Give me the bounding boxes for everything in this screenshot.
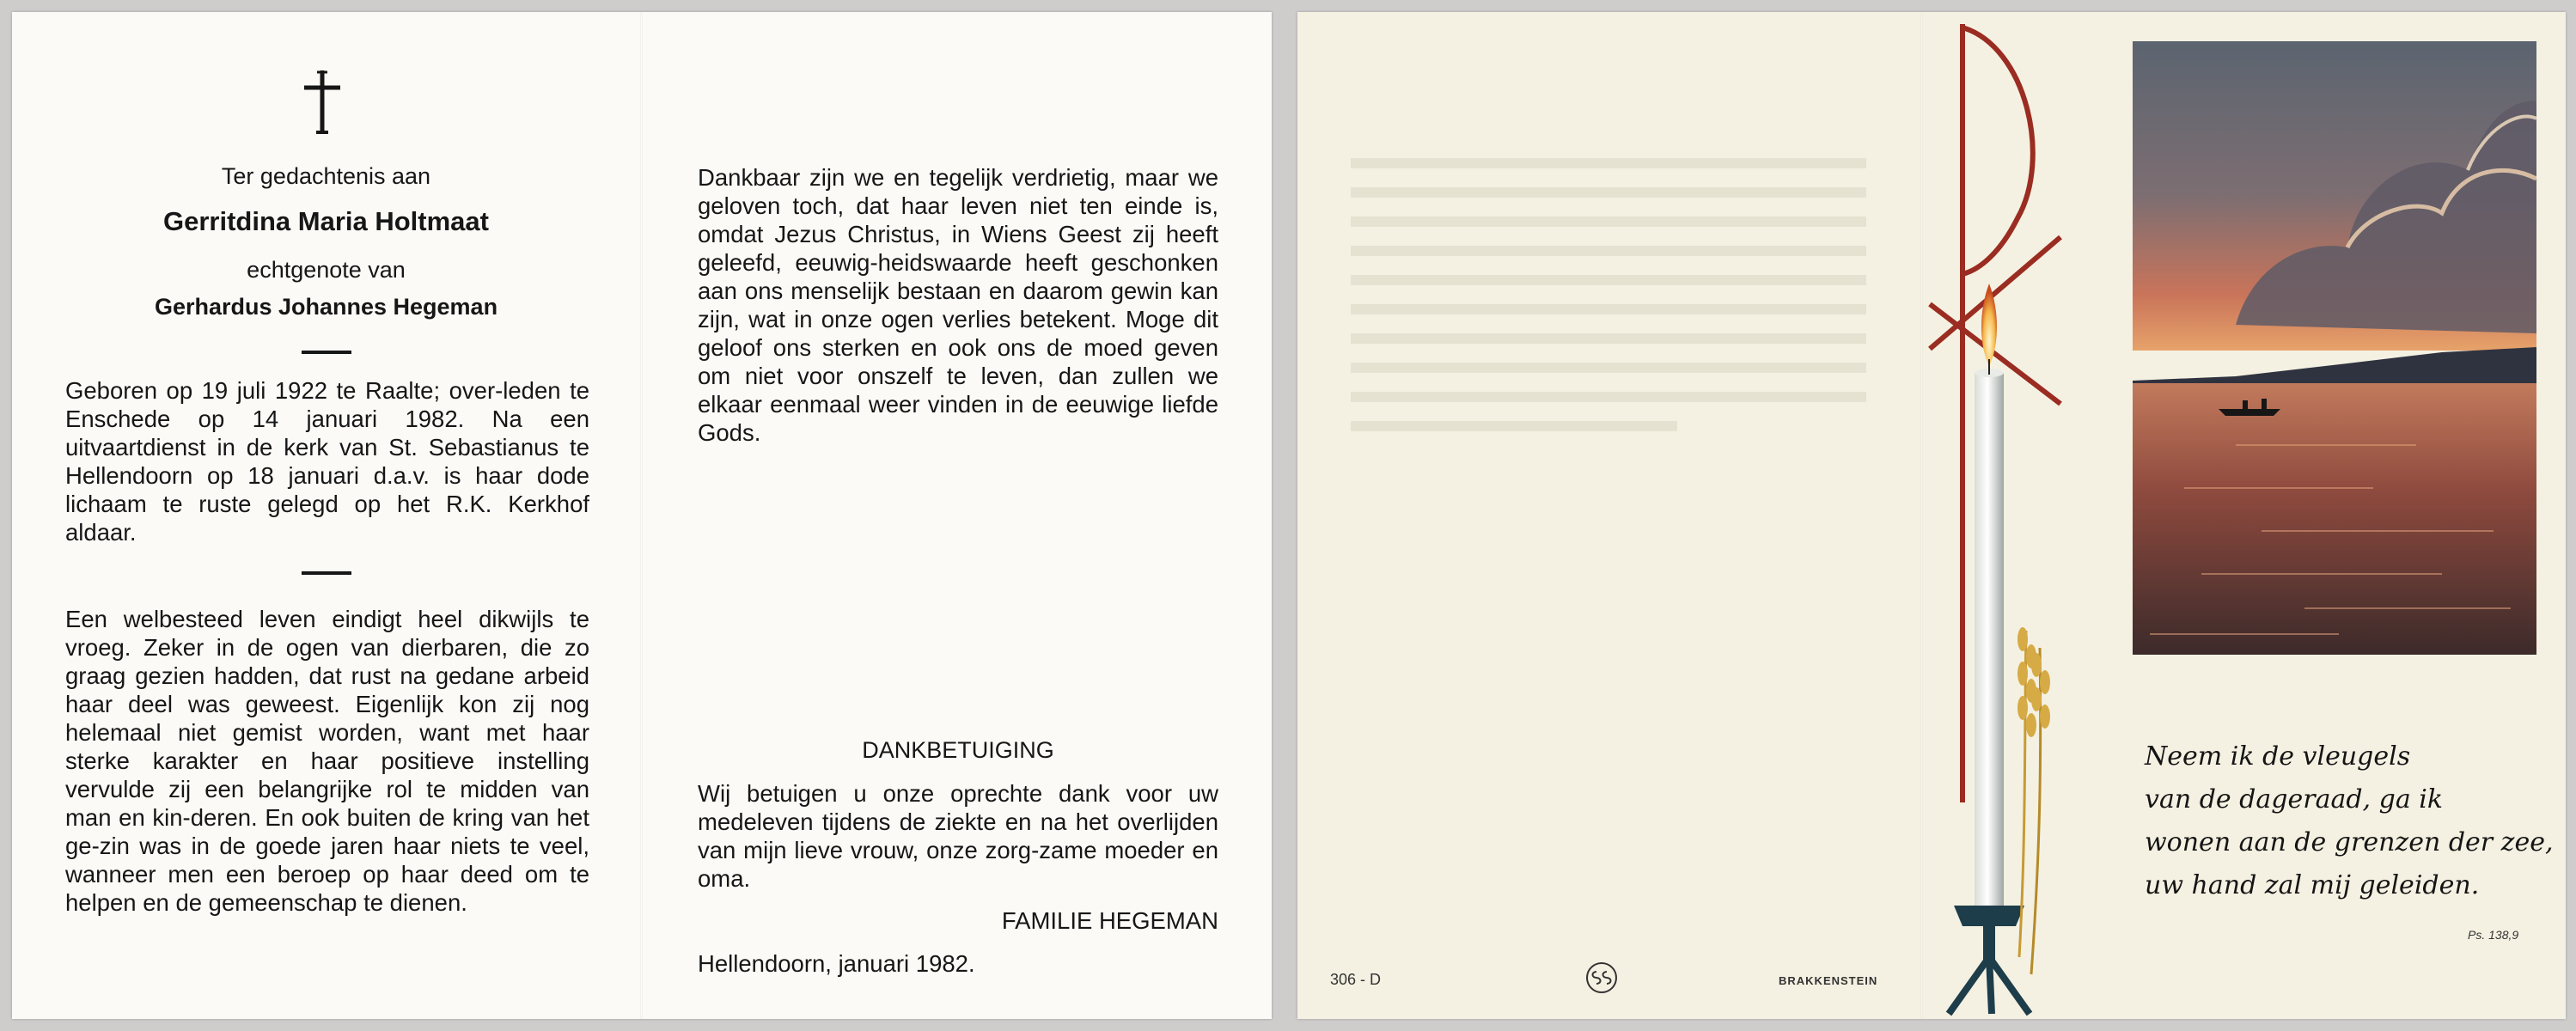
cross-icon: [301, 69, 344, 134]
candle-chi-rho-illustration: [1923, 12, 2112, 1019]
deceased-name: Gerritdina Maria Holtmaat: [163, 206, 489, 236]
publisher-logo-icon: [1584, 961, 1619, 995]
inside-right-panel: [643, 12, 1272, 1019]
printer-name: BRAKKENSTEIN: [1779, 974, 1878, 987]
inside-left-panel: [12, 12, 640, 1019]
divider: [12, 571, 640, 575]
verse-line: uw hand zal mij geleiden.: [2145, 870, 2480, 900]
outside-front-panel: [1923, 12, 2566, 1019]
verse-line: wonen aan de grenzen der zee,: [2145, 827, 2554, 857]
biography-text: Geboren op 19 juli 1922 te Raalte; over-leden te Enschede op 14 januari 1982. Na een uitvaartdienst in de kerk van St. Sebastianus te Hellendoorn op 18 januari d.a.v. is haar dode lichaam te ruste gelegd op het R.K. Kerkhof aldaar.: [65, 377, 589, 546]
outside-back-panel: [1297, 12, 1920, 1019]
faith-text: Dankbaar zijn we en tegelijk verdrietig, maar we geloven toch, dat haar leven niet ten einde is, omdat Jezus Christus, in Wiens Geest zij heeft geleefd, eeuwig-heidswaarde heeft geschonken aan ons menselijk bestaan en daarom gewin kan zijn, wat in onze ogen verlies betekent. Moge dit geloof ons sterken en ook ons de moed geven om niet voor onszelf te leven, dan zullen we elkaar eenmaal weer vinden in de eeuwige liefde Gods.: [698, 164, 1218, 446]
sunset-lake-boat-photo: [2133, 41, 2536, 655]
place-date: Hellendoorn, januari 1982.: [698, 950, 975, 977]
thanks-text: Wij betuigen u onze oprechte dank voor uw medeleven tijdens de ziekte en na het overlijden van mijn lieve vrouw, onze zorg-zame moeder en oma.: [698, 780, 1218, 892]
memorial-heading: Ter gedachtenis aan: [221, 163, 431, 189]
verse-reference: Ps. 138,9: [2468, 928, 2519, 942]
thanks-heading: DANKBETUIGING: [862, 737, 1054, 763]
psalm-verse: [2145, 735, 2554, 907]
tribute-text: Een welbesteed leven eindigt heel dikwijls te vroeg. Zeker in de ogen van dierbaren, die zo graag gezien hadden, dat rust na gedane arbeid haar deel was geweest. Eigenlijk kon zij nog helemaal niet gemist worden, want met haar sterke karakter en haar positieve instelling vervulde zij een belangrijke rol te midden van man en kin-deren. En ook buiten de kring van het ge-zin was in de goede jaren haar niets te veel, wanneer men een beroep op haar deed om te helpen en de gemeenschap te dienen.: [65, 606, 589, 916]
verse-line: van de dageraad, ga ik: [2145, 784, 2444, 814]
card-code: 306 - D: [1330, 971, 1382, 988]
spouse-label: echtgenote van: [247, 257, 406, 283]
divider: [12, 351, 640, 354]
card-inside-spread: [12, 12, 1272, 1019]
spouse-name: Gerhardus Johannes Hegeman: [154, 294, 498, 320]
card-outside-spread: [1297, 12, 2566, 1019]
verse-line: Neem ik de vleugels: [2145, 741, 2411, 772]
show-through-text: [1351, 158, 1866, 570]
family-signature: FAMILIE HEGEMAN: [1001, 907, 1218, 934]
